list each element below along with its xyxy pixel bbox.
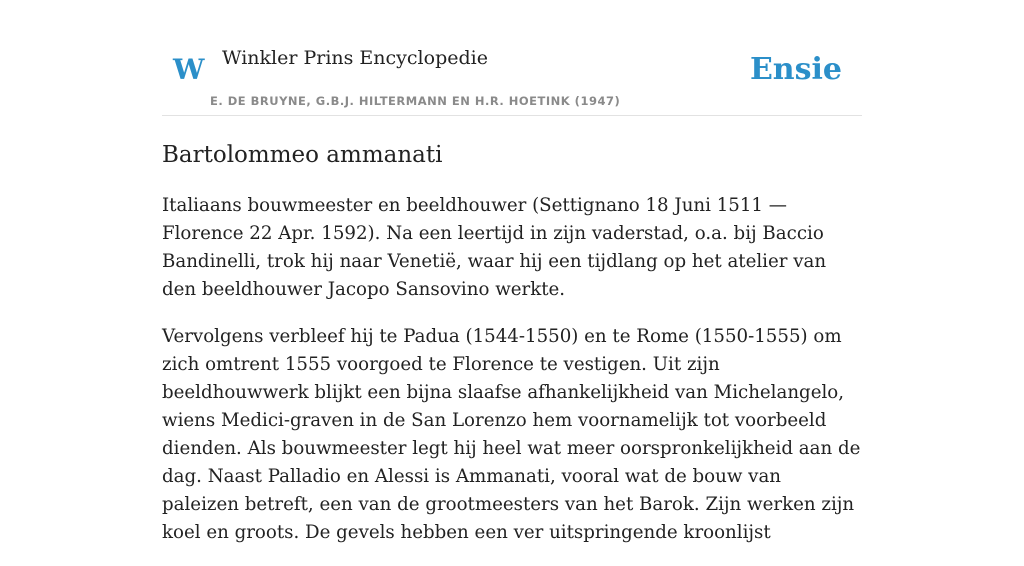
site-header [162,0,862,116]
page [162,0,862,543]
article-title: Bartolommeo ammanati [162,142,443,168]
article-paragraph: Vervolgens verbleef hij te Padua (1544-1550) en te Rome (1550-1555) om zich omtrent 1555 voorgoed te Florence te vestigen. Uit zijn beeldhouwwerk blijkt een bijna slaafse afhankelijkheid van Michelangelo, wiens Medici-graven in de San Lorenzo hem voornamelijk tot voorbeeld dienden. Als bouwmeester legt hij heel wat meer oorspronkelijkheid aan de dag. Naast Palladio en Alessi is Ammanati, vooral wat de bouw van paleizen betreft, een van de grootmeesters van het Barok. Zijn werken zijn koel en groots. De gevels hebben een ver uitspringende kroonlijst [162,326,861,543]
publication-title[interactable]: Winkler Prins Encyclopedie [222,47,488,69]
article-body [162,192,862,566]
publication-logo-icon[interactable]: W [173,53,205,86]
ensie-logo-link[interactable]: Ensie [749,52,842,87]
article-paragraph: Italiaans bouwmeester en beeldhouwer (Settignano 18 Juni 1511 — Florence 22 Apr. 1592). Na een leertijd in zijn vaderstad, o.a. bij Baccio Bandinelli, trok hij naar Venetië, waar hij een tijdlang op het atelier van den beeldhouwer Jacopo Sansovino werkte. [162,195,827,300]
publication-authors: E. DE BRUYNE, G.B.J. HILTERMANN EN H.R. HOETINK (1947) [210,94,621,108]
